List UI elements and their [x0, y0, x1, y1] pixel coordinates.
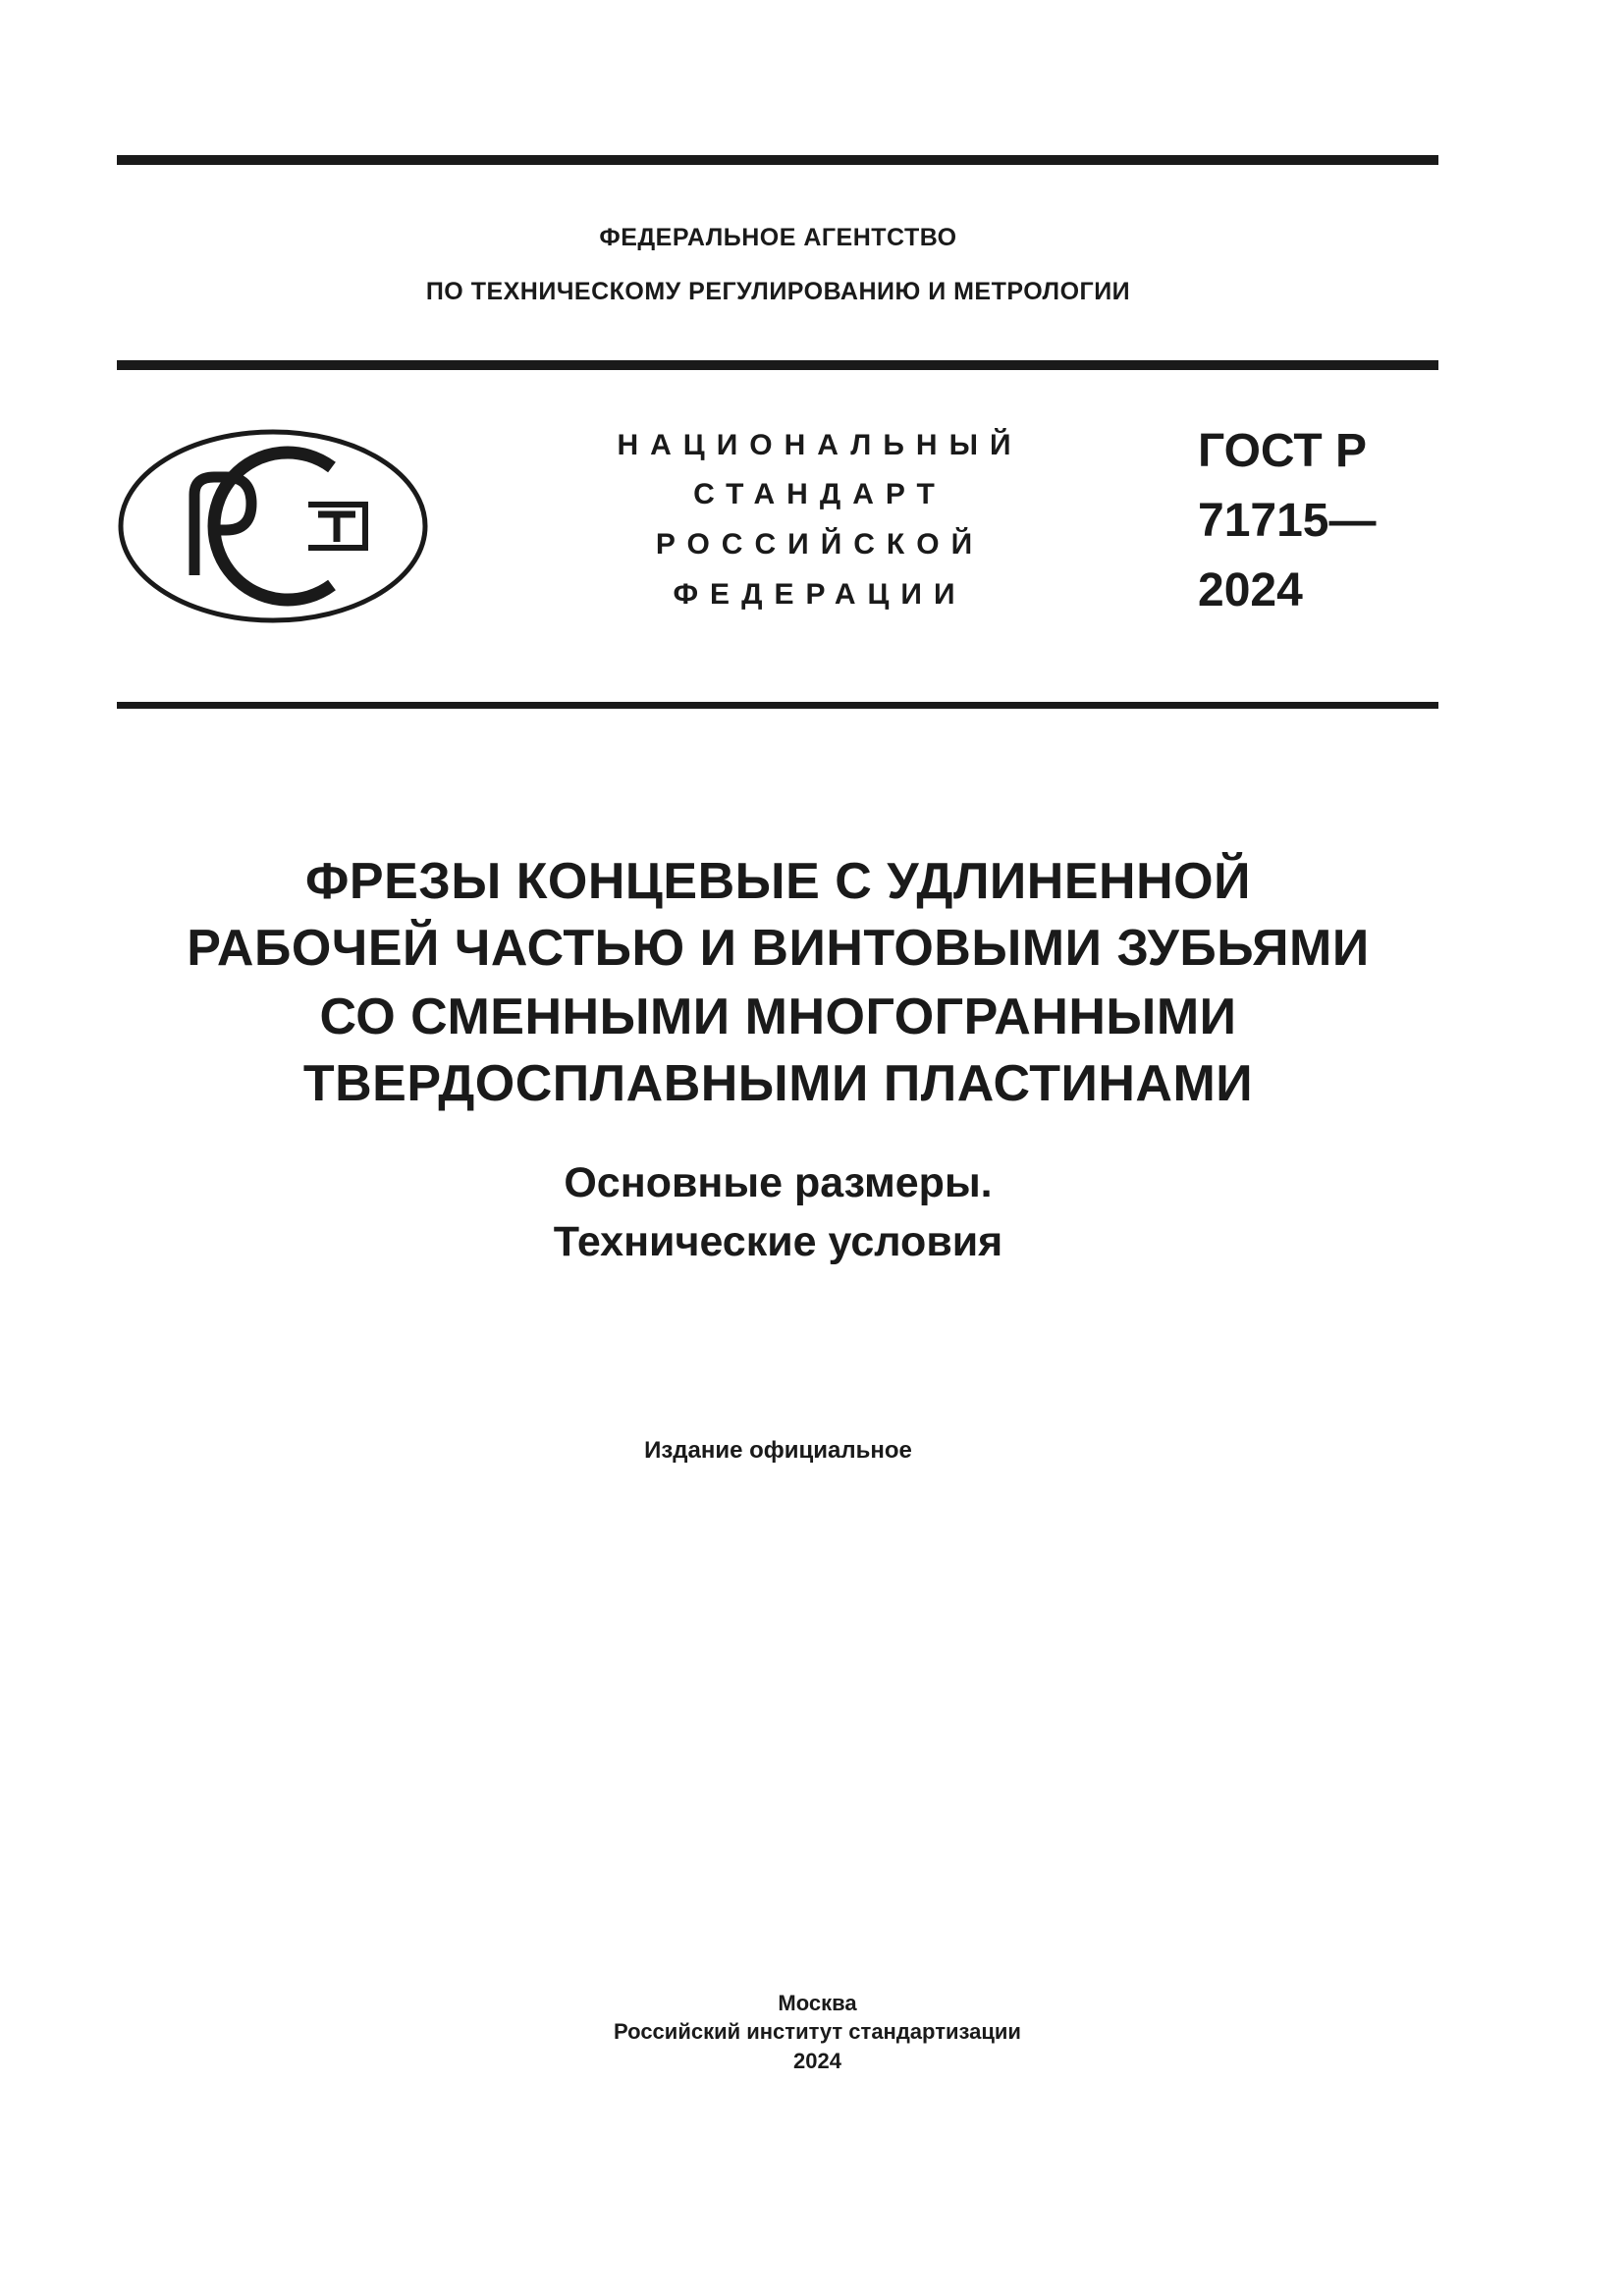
standard-designation-line-2: 71715— [1198, 495, 1377, 547]
agency-name-line-2: ПО ТЕХНИЧЕСКОМУ РЕГУЛИРОВАНИЮ И МЕТРОЛОГИИ [425, 278, 1131, 305]
agency-name-line-1: ФЕДЕРАЛЬНОЕ АГЕНТСТВО [599, 224, 957, 251]
standard-designation-line-1: ГОСТ Р [1198, 425, 1368, 477]
publisher-organization: Российский институт стандартизации [614, 2019, 1021, 2044]
standard-type-line-4: ФЕДЕРАЦИИ [673, 578, 967, 611]
document-title-line-1: ФРЕЗЫ КОНЦЕВЫЕ С УДЛИНЕННОЙ [305, 853, 1251, 910]
standard-type-line-3: РОССИЙСКОЙ [655, 528, 985, 561]
publisher-city: Москва [778, 1991, 857, 2015]
document-title-line-2: РАБОЧЕЙ ЧАСТЬЮ И ВИНТОВЫМИ ЗУБЬЯМИ [187, 920, 1370, 977]
standard-type-line-2: СТАНДАРТ [693, 478, 947, 510]
document-subtitle-line-1: Основные размеры. [564, 1159, 993, 1206]
standard-type-line-1: НАЦИОНАЛЬНЫЙ [617, 429, 1023, 461]
edition-note: Издание официальное [644, 1437, 912, 1464]
document-subtitle-line-2: Технические условия [553, 1218, 1003, 1265]
document-title-line-4: ТВЕРДОСПЛАВНЫМИ ПЛАСТИНАМИ [302, 1055, 1254, 1112]
header-divider-rule [117, 360, 1438, 370]
standard-designation-line-3: 2024 [1198, 564, 1303, 616]
document-title-line-3: СО СМЕННЫМИ МНОГОГРАННЫМИ [319, 988, 1237, 1045]
publication-year: 2024 [793, 2049, 841, 2073]
rst-certification-mark-icon [116, 428, 430, 624]
designation-divider-rule [117, 702, 1438, 709]
top-rule [117, 155, 1438, 165]
